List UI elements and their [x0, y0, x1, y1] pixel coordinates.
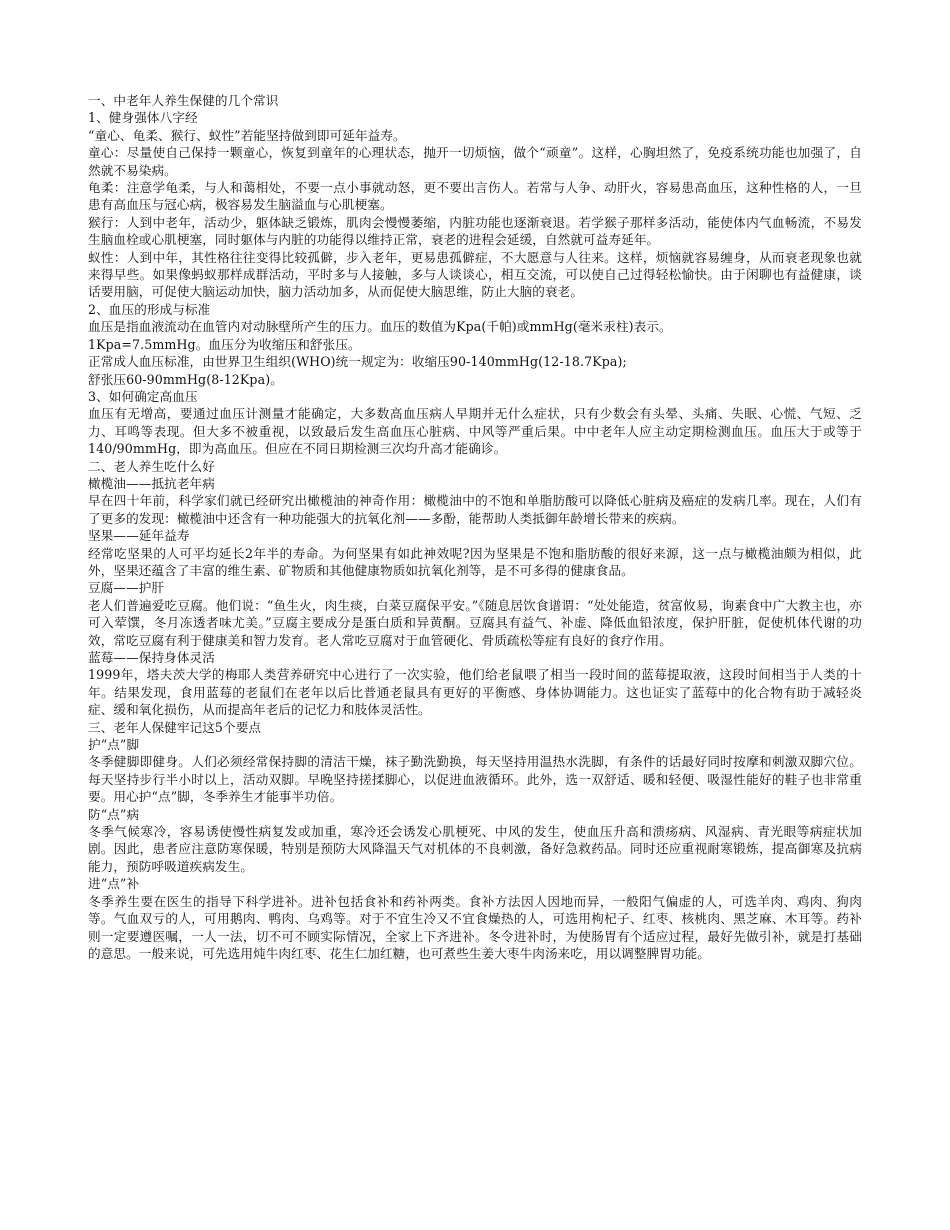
paragraph: 1Kpa=7.5mmHg。血压分为收缩压和舒张压。 — [88, 336, 361, 352]
subsection-heading: 2、血压的形成与标准 — [88, 301, 211, 317]
paragraph: 冬季养生要在医生的指导下科学进补。进补包括食补和药补两类。食补方法因人因地而异，一般阳气偏虚的人，可选羊肉、鸡肉、狗肉等。气血双亏的人，可用鹅肉、鸭肉、乌鸡等。对于不宜生冷又不宜食燥热的人，可选用枸杞子、红枣、核桃肉、黑芝麻、木耳等。药补则一定要遵医嘱，一人一法，切不可不顾实际情况，全家上下齐进补。冬令进补时，为使肠胃有个适应过程，最好先做引补，就是打基础的意思。一般来说，可先选用炖牛肉红枣、花生仁加红糖，也可煮些生姜大枣牛肉汤来吃，用以调整脾胃功能。 — [88, 893, 862, 961]
paragraph: 童心：尽量使自己保持一颗童心，恢复到童年的心理状态，抛开一切烦恼，做个“顽童”。这样，心胸坦然了，免疫系统功能也加强了，自然就不易染病。 — [88, 145, 862, 178]
subsection-heading: 橄榄油——抵抗老年病 — [88, 475, 215, 491]
paragraph: 血压是指血液流动在血管内对动脉壁所产生的压力。血压的数值为Kpa(千帕)或mmHg(毫米汞柱)表示。 — [88, 319, 672, 335]
paragraph: 血压有无增高，要通过血压计测量才能确定，大多数高血压病人早期并无什么症状，只有少数会有头晕、头痛、失眠、心慌、气短、乏力、耳鸣等表现。但大多不被重视，以致最后发生高血压心脏病、中风等严重后果。中中老年人应主动定期检测血压。血压大于或等于140/90mmHg，即为高血压。但应在不同日期检测三次均升高才能确诊。 — [88, 406, 862, 457]
subsection-heading: 坚果——延年益寿 — [88, 528, 190, 544]
subsection-heading: 进“点”补 — [88, 876, 140, 892]
paragraph: 1999年，塔夫茨大学的梅耶人类营养研究中心进行了一次实验，他们给老鼠喂了相当一段时间的蓝莓提取液，这段时间相当于人类的十年。结果发现，食用蓝莓的老鼠们在老年以后比普通老鼠具有更好的平衡感、身体协调能力。这也证实了蓝莓中的化合物有助于减轻炎症、缓和氧化损伤，从而提高年老后的记忆力和肢体灵活性。 — [88, 667, 862, 718]
subsection-heading: 防“点”病 — [88, 806, 140, 822]
paragraph: 冬季健脚即健身。人们必须经常保持脚的清洁干燥，袜子勤洗勤换，每天坚持用温热水洗脚，有条件的话最好同时按摩和刺激双脚穴位。每天坚持步行半小时以上，活动双脚。早晚坚持搓揉脚心，以促进血液循环。此外，选一双舒适、暖和轻便、吸湿性能好的鞋子也非常重要。用心护“点”脚，冬季养生才能事半功倍。 — [88, 754, 862, 805]
paragraph: 龟柔：注意学龟柔，与人和蔼相处，不要一点小事就动怒，更不要出言伤人。若常与人争、动肝火，容易患高血压，这种性格的人，一旦患有高血压与冠心病，极容易发生脑溢血与心肌梗塞。 — [88, 180, 862, 213]
subsection-heading: 1、健身强体八字经 — [88, 110, 198, 126]
subsection-heading: 3、如何确定高血压 — [88, 388, 198, 404]
section-heading: 三、老年人保健牢记这5个要点 — [88, 719, 262, 735]
subsection-heading: 豆腐——护肝 — [88, 580, 165, 596]
paragraph: 经常吃坚果的人可平均延长2年半的寿命。为何坚果有如此神效呢?因为坚果是不饱和脂肪酸的很好来源，这一点与橄榄油颇为相似，此外，坚果还蕴含了丰富的维生素、矿物质和其他健康物质如抗氧化剂等，是不可多得的健康食品。 — [88, 545, 862, 578]
subsection-heading: 蓝莓——保持身体灵活 — [88, 650, 215, 665]
paragraph: 早在四十年前，科学家们就已经研究出橄榄油的神奇作用：橄榄油中的不饱和单脂肪酸可以降低心脏病及癌症的发病几率。现在，人们有了更多的发现：橄榄油中还含有一种功能强大的抗氧化剂——多酚，能帮助人类抵御年龄增长带来的疾病。 — [88, 493, 862, 526]
paragraph: 舒张压60-90mmHg(8-12Kpa)。 — [88, 371, 283, 387]
section-heading: 一、中老年人养生保健的几个常识 — [88, 93, 279, 108]
paragraph: 冬季气候寒冷，容易诱使慢性病复发或加重，寒冷还会诱发心肌梗死、中风的发生，使血压升高和溃疡病、风湿病、青光眼等病症状加剧。因此，患者应注意防寒保暖，特别是预防大风降温天气对机体的不良刺激，备好急救药品。同时还应重视耐寒锻炼，提高御寒及抗病能力，预防呼吸道疾病发生。 — [88, 824, 862, 874]
paragraph: 蚁性：人到中年，其性格往往变得比较孤僻，步入老年，更易患孤僻症，不大愿意与人往来。这样，烦恼就容易缠身，从而衰老现象也就来得早些。如果像蚂蚁那样成群活动，平时多与人接触，多与人谈谈心，相互交流，可以使自己过得轻松愉快。由于闲聊也有益健康，谈话要用脑，可促使大脑运动加快，脑力活动加多，从而促使大脑思维，防止大脑的衰老。 — [88, 249, 862, 300]
subsection-heading: 护“点”脚 — [88, 737, 140, 753]
paragraph: 老人们普遍爱吃豆腐。他们说：“鱼生火，肉生痰，白菜豆腐保平安。”《随息居饮食谱谓：“处处能造，贫富攸易，询素食中广大教主也，亦可入荤馔，冬月冻透者味尤美。”豆腐主要成分是蛋白质和异黄酮。豆腐具有益气、补虚、降低血铅浓度，保护肝脏，促使机体代谢的功效，常吃豆腐有利于健康美和智力发育。老人常吃豆腐对于血管硬化、骨质疏松等症有良好的食疗作用。 — [88, 597, 862, 648]
paragraph: 正常成人血压标准，由世界卫生组织(WHO)统一规定为：收缩压90-140mmHg(12-18.7Kpa); — [88, 354, 627, 370]
paragraph: “童心、龟柔、猴行、蚁性”若能坚持做到即可延年益寿。 — [88, 127, 406, 143]
paragraph: 猴行：人到中老年，活动少，躯体缺乏锻炼，肌肉会慢慢萎缩，内脏功能也逐渐衰退。若学猴子那样多活动，能使体内气血畅流，不易发生脑血栓或心肌梗塞，同时躯体与内脏的功能得以维持正常，衰老的进程会延缓，自然就可益寿延年。 — [88, 214, 862, 248]
section-heading: 二、老人养生吃什么好 — [88, 458, 215, 474]
